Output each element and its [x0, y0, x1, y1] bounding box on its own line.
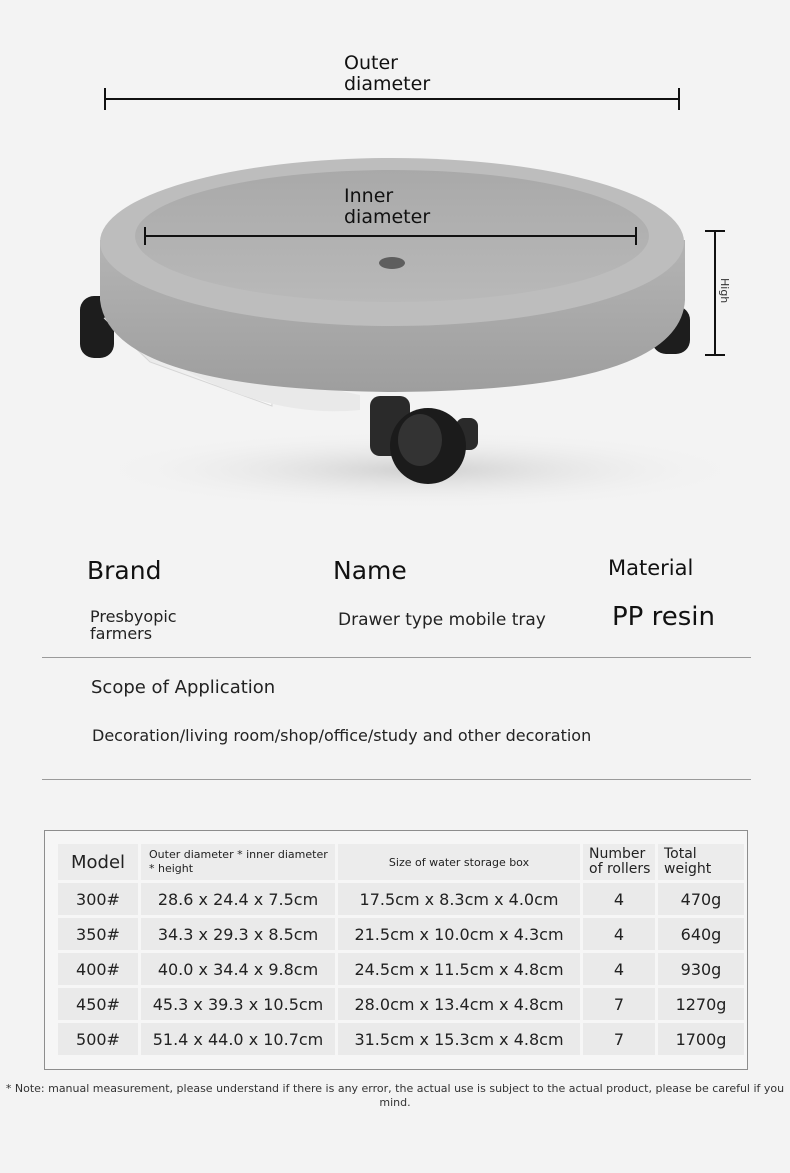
- cell-box: 17.5cm x 8.3cm x 4.0cm: [338, 883, 580, 915]
- outer-diameter-cap-left: [104, 88, 106, 110]
- cell-model: 450#: [58, 988, 138, 1020]
- header-model: Model: [58, 844, 138, 880]
- cell-weight: 1700g: [658, 1023, 744, 1055]
- cell-box: 24.5cm x 11.5cm x 4.8cm: [338, 953, 580, 985]
- material-value: PP resin: [612, 602, 715, 632]
- cell-weight: 1270g: [658, 988, 744, 1020]
- height-label: High: [718, 278, 731, 304]
- inner-diameter-label: [344, 186, 430, 228]
- inner-diameter-label-line2: diameter: [344, 206, 431, 228]
- cell-box: 28.0cm x 13.4cm x 4.8cm: [338, 988, 580, 1020]
- scope-title: Scope of Application: [91, 677, 276, 698]
- cell-size: 34.3 x 29.3 x 8.5cm: [141, 918, 335, 950]
- table-row: [58, 988, 744, 1020]
- table-header-row: [58, 844, 744, 880]
- cell-rollers: 7: [583, 1023, 655, 1055]
- cell-weight: 930g: [658, 953, 744, 985]
- divider-top: [42, 657, 751, 658]
- spec-table: [55, 841, 747, 1058]
- header-size: Outer diameter * inner diameter * height: [141, 844, 335, 880]
- height-cap-bottom: [705, 354, 725, 356]
- scope-text: Decoration/living room/shop/office/study and other decoration: [92, 726, 592, 745]
- spec-table-frame: [44, 830, 748, 1070]
- table-row: [58, 1023, 744, 1055]
- cell-model: 350#: [58, 918, 138, 950]
- name-value: Drawer type mobile tray: [338, 610, 546, 630]
- cell-model: 300#: [58, 883, 138, 915]
- height-line: [714, 230, 716, 356]
- inner-diameter-line: [145, 235, 637, 237]
- header-box: Size of water storage box: [338, 844, 580, 880]
- inner-diameter-cap-right: [635, 227, 637, 245]
- header-weight-line2: weight: [664, 861, 712, 877]
- inner-diameter-cap-left: [144, 227, 146, 245]
- cell-size: 51.4 x 44.0 x 10.7cm: [141, 1023, 335, 1055]
- divider-bottom: [42, 779, 751, 780]
- table-row: [58, 953, 744, 985]
- header-rollers-line1: Number: [589, 846, 646, 862]
- cell-weight: 640g: [658, 918, 744, 950]
- brand-title: Brand: [87, 556, 162, 585]
- cell-box: 21.5cm x 10.0cm x 4.3cm: [338, 918, 580, 950]
- outer-diameter-label: [344, 53, 430, 95]
- cell-size: 45.3 x 39.3 x 10.5cm: [141, 988, 335, 1020]
- material-title: Material: [608, 556, 694, 580]
- cell-rollers: 4: [583, 918, 655, 950]
- footnote: * Note: manual measurement, please understand if there is any error, the actual use is subject to the actual product, please be careful if you mind.: [5, 1082, 785, 1109]
- name-title: Name: [333, 556, 407, 585]
- cell-rollers: 4: [583, 883, 655, 915]
- table-row: [58, 883, 744, 915]
- cell-box: 31.5cm x 15.3cm x 4.8cm: [338, 1023, 580, 1055]
- cell-model: 400#: [58, 953, 138, 985]
- height-cap-top: [705, 230, 725, 232]
- cell-rollers: 7: [583, 988, 655, 1020]
- cell-size: 40.0 x 34.4 x 9.8cm: [141, 953, 335, 985]
- brand-value: [90, 608, 177, 642]
- brand-value-line2: farmers: [90, 624, 153, 643]
- outer-diameter-label-line1: Outer: [344, 52, 398, 74]
- brand-value-line1: Presbyopic: [90, 607, 177, 626]
- cell-weight: 470g: [658, 883, 744, 915]
- header-weight-line1: Total: [664, 846, 697, 862]
- outer-diameter-line: [105, 98, 680, 100]
- header-rollers-line2: of rollers: [589, 861, 651, 877]
- header-rollers: [583, 844, 655, 880]
- table-row: [58, 918, 744, 950]
- cell-rollers: 4: [583, 953, 655, 985]
- outer-diameter-cap-right: [678, 88, 680, 110]
- inner-diameter-label-line1: Inner: [344, 185, 394, 207]
- header-weight: [658, 844, 744, 880]
- cell-size: 28.6 x 24.4 x 7.5cm: [141, 883, 335, 915]
- cell-model: 500#: [58, 1023, 138, 1055]
- outer-diameter-label-line2: diameter: [344, 73, 431, 95]
